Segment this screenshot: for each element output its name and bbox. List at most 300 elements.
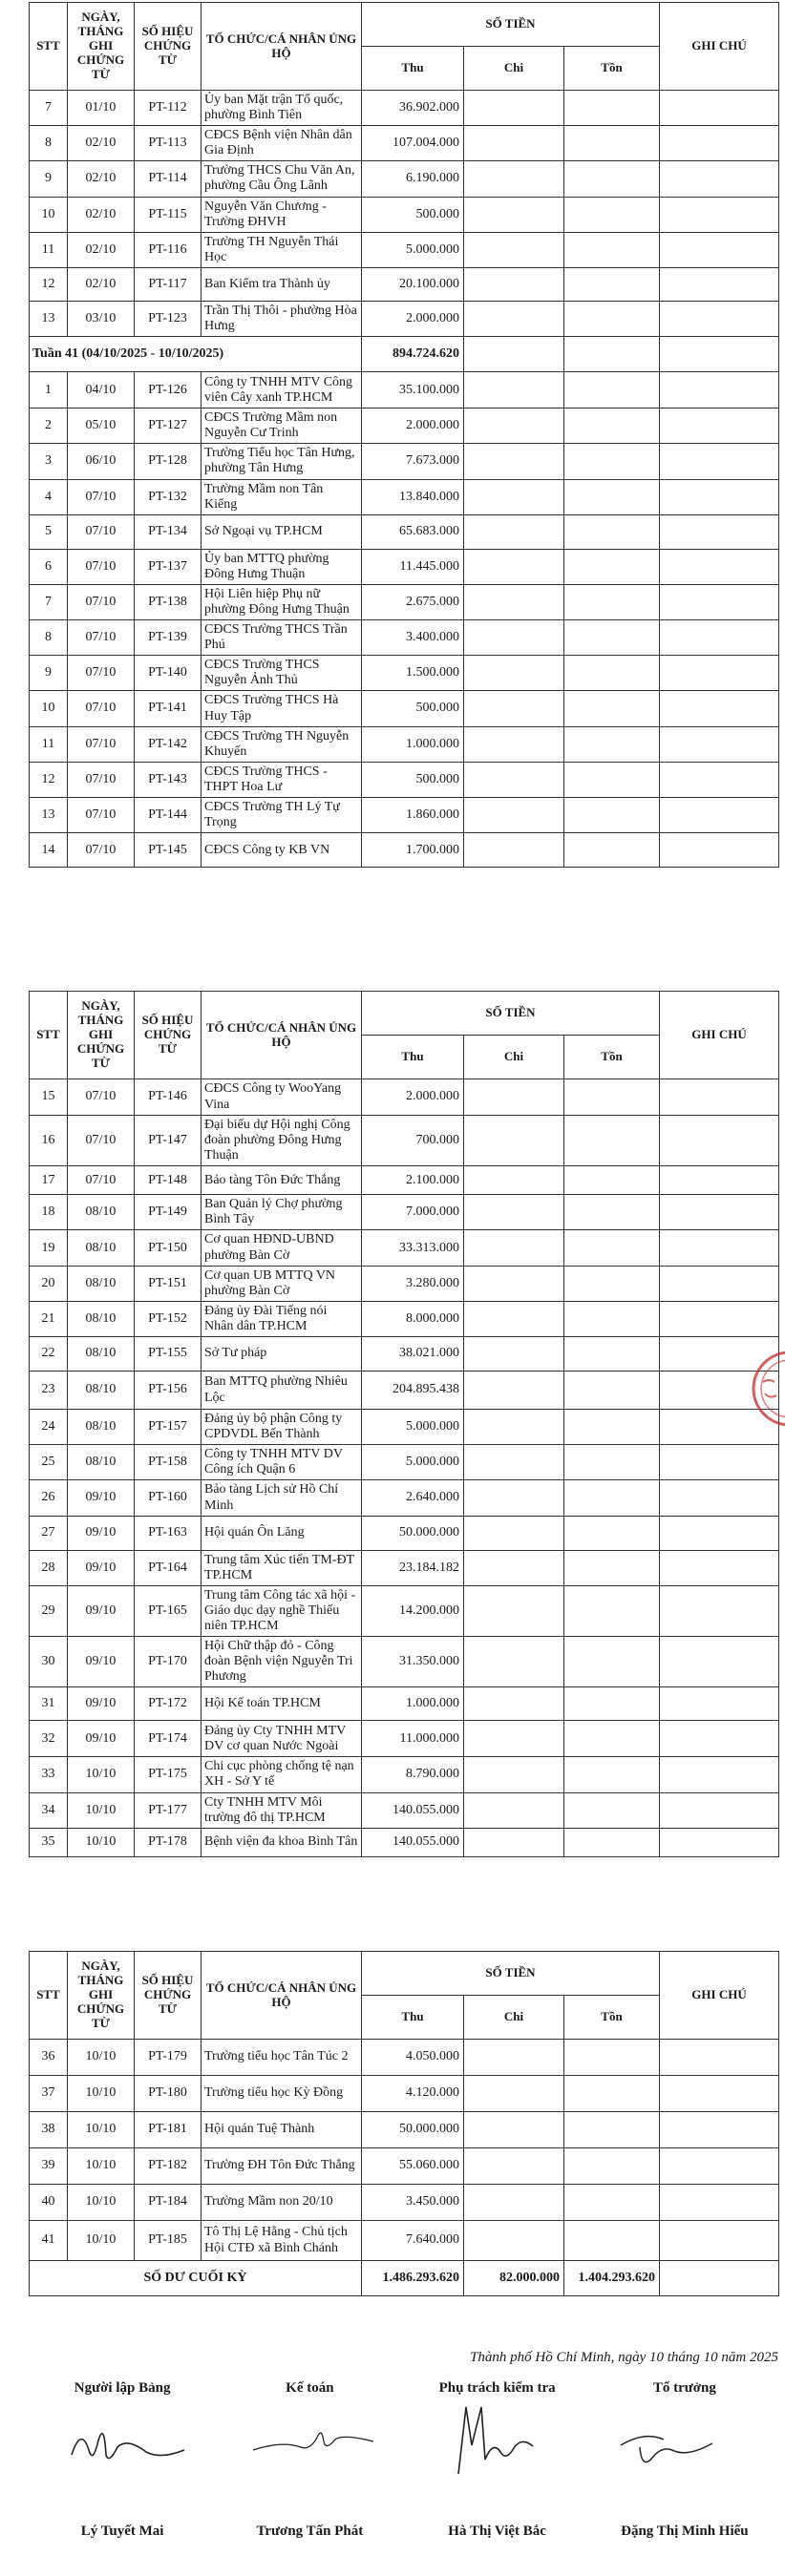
cell-thu: 4.050.000 [362,2040,464,2076]
cell-note [660,798,779,833]
cell-date: 07/10 [68,584,135,619]
cell-ton [564,1757,660,1792]
table-row [30,656,779,691]
cell-org: Bệnh viện đa khoa Bình Tân [202,1828,362,1856]
table-row [30,444,779,479]
cell-stt: 11 [30,726,68,762]
donation-table-part-1 [29,2,779,868]
col-code-header: SỐ HIỆU CHỨNG TỪ [135,992,202,1079]
cell-org: Hội Chữ thập đỏ - Công đoàn Bệnh viện Nguyễn Tri Phương [202,1637,362,1687]
cell-stt: 19 [30,1230,68,1266]
cell-date: 05/10 [68,408,135,444]
cell-ton [564,1480,660,1516]
cell-chi [464,1792,564,1828]
cell-date: 06/10 [68,444,135,479]
cell-org: Sở Tư pháp [202,1337,362,1372]
cell-ton [564,1230,660,1266]
col-note-header: GHI CHÚ [660,1952,779,2040]
cell-thu: 3.400.000 [362,620,464,656]
cell-org: Hội quán Ôn Lăng [202,1516,362,1550]
cell-date: 07/10 [68,762,135,797]
cell-ton [564,1337,660,1372]
cell-chi [464,1585,564,1636]
cell-thu: 7.673.000 [362,444,464,479]
cell-chi [464,1410,564,1445]
cell-chi [464,1637,564,1687]
cell-note [660,620,779,656]
cell-chi [464,232,564,267]
cell-date: 10/10 [68,2221,135,2261]
cell-date: 10/10 [68,2148,135,2185]
table-body [30,1079,779,1857]
cell-stt: 39 [30,2148,68,2185]
cell-stt: 8 [30,126,68,161]
cell-stt: 24 [30,1410,68,1445]
cell-stt: 9 [30,656,68,691]
cell-code: PT-115 [135,197,202,232]
cell-ton [564,2221,660,2261]
table-row [30,1372,779,1410]
cell-code: PT-148 [135,1166,202,1195]
cell-code: PT-179 [135,2040,202,2076]
cell-date: 09/10 [68,1585,135,1636]
cell-date: 07/10 [68,549,135,584]
col-ton-header: Tồn [564,47,660,91]
cell-stt: 27 [30,1516,68,1550]
cell-org: Trường Mầm non 20/10 [202,2185,362,2221]
cell-ton [564,2040,660,2076]
cell-chi [464,1721,564,1757]
cell-chi [464,1372,564,1410]
cell-chi [464,620,564,656]
table-row [30,549,779,584]
cell-chi [464,1445,564,1480]
cell-date: 08/10 [68,1410,135,1445]
cell-chi [464,126,564,161]
name-team-leader: Đặng Thị Minh Hiếu [621,2524,749,2539]
cell-org: Tô Thị Lệ Hằng - Chủ tịch Hội CTĐ xã Bình Chánh [202,2221,362,2261]
cell-ton [564,1301,660,1336]
cell-stt: 10 [30,691,68,726]
signature-block [29,2350,778,2569]
cell-code: PT-174 [135,1721,202,1757]
table-row [30,514,779,549]
cell-note [660,2221,779,2261]
cell-chi [464,2221,564,2261]
table-row [30,1757,779,1792]
cell-chi [464,584,564,619]
cell-stt: 5 [30,514,68,549]
cell-note [660,1116,779,1166]
cell-note [660,2148,779,2185]
cell-code: PT-138 [135,584,202,619]
cell-date: 10/10 [68,2112,135,2148]
table-row [30,584,779,619]
cell-code: PT-146 [135,1079,202,1116]
table-row [30,2112,779,2148]
cell-code: PT-163 [135,1516,202,1550]
cell-ton [564,833,660,868]
cell-code: PT-142 [135,726,202,762]
cell-date: 10/10 [68,2076,135,2112]
col-date-header: NGÀY, THÁNG GHI CHỨNG TỪ [68,1952,135,2040]
cell-chi [464,479,564,514]
cell-chi [464,656,564,691]
cell-org: Đảng ủy Cty TNHH MTV DV cơ quan Nước Ngoài [202,1721,362,1757]
table-row [30,1480,779,1516]
cell-ton [564,267,660,301]
cell-org: Công ty TNHH MTV Công viên Cây xanh TP.HCM [202,372,362,408]
cell-note [660,301,779,336]
table-row [30,620,779,656]
cell-chi [464,197,564,232]
cell-stt: 37 [30,2076,68,2112]
col-stt-header: STT [30,992,68,1079]
cell-org: Trần Thị Thôi - phường Hòa Hưng [202,301,362,336]
cell-thu: 500.000 [362,762,464,797]
cell-note [660,1721,779,1757]
cell-ton [564,1721,660,1757]
cell-chi [464,1116,564,1166]
cell-thu: 5.000.000 [362,1410,464,1445]
cell-ton [564,1585,660,1636]
col-stt-header: STT [30,3,68,91]
col-note-header: GHI CHÚ [660,992,779,1079]
cell-note [660,2040,779,2076]
cell-thu: 8.790.000 [362,1757,464,1792]
col-note-header: GHI CHÚ [660,3,779,91]
cell-thu: 204.895.438 [362,1372,464,1410]
cell-code: PT-157 [135,1410,202,1445]
cell-code: PT-143 [135,762,202,797]
table-row [30,1792,779,1828]
cell-thu: 2.675.000 [362,584,464,619]
closing-thu: 1.486.293.620 [362,2261,464,2296]
cell-date: 08/10 [68,1195,135,1230]
cell-note [660,232,779,267]
table-row [30,479,779,514]
cell-date: 10/10 [68,2040,135,2076]
cell-code: PT-175 [135,1757,202,1792]
cell-org: Bảo tàng Tôn Đức Thắng [202,1166,362,1195]
cell-note [660,408,779,444]
cell-ton [564,1516,660,1550]
cell-date: 09/10 [68,1480,135,1516]
cell-code: PT-123 [135,301,202,336]
cell-code: PT-160 [135,1480,202,1516]
cell-chi [464,2112,564,2148]
cell-ton [564,479,660,514]
cell-org: Trường TH Nguyễn Thái Học [202,232,362,267]
cell-org: Ban MTTQ phường Nhiêu Lộc [202,1372,362,1410]
cell-note [660,1480,779,1516]
cell-stt: 26 [30,1480,68,1516]
table-row [30,833,779,868]
cell-thu: 700.000 [362,1116,464,1166]
col-org-header: TỔ CHỨC/CÁ NHÂN ỦNG HỘ [202,3,362,91]
cell-date: 10/10 [68,2185,135,2221]
cell-date: 08/10 [68,1337,135,1372]
table-row [30,197,779,232]
cell-date: 07/10 [68,1116,135,1166]
cell-date: 07/10 [68,798,135,833]
cell-chi [464,726,564,762]
table-row [30,1637,779,1687]
cell-code: PT-137 [135,549,202,584]
cell-code: PT-151 [135,1266,202,1301]
cell-code: PT-116 [135,232,202,267]
table-row [30,1166,779,1195]
cell-date: 07/10 [68,514,135,549]
cell-note [660,1516,779,1550]
cell-org: Hội quán Tuệ Thành [202,2112,362,2148]
cell-stt: 33 [30,1757,68,1792]
cell-chi [464,1266,564,1301]
cell-chi [464,1757,564,1792]
role-team-leader: Tổ trưởng [652,2380,716,2396]
cell-date: 07/10 [68,479,135,514]
cell-stt: 25 [30,1445,68,1480]
week-label: Tuần 41 (04/10/2025 - 10/10/2025) [30,337,362,372]
cell-date: 10/10 [68,1757,135,1792]
cell-date: 09/10 [68,1721,135,1757]
cell-ton [564,408,660,444]
cell-stt: 10 [30,197,68,232]
cell-chi [464,2148,564,2185]
cell-note [660,1585,779,1636]
donation-table-part-2 [29,991,779,1857]
cell-org: Trường Tiểu học Tân Hưng, phường Tân Hưng [202,444,362,479]
cell-ton [564,161,660,197]
cell-ton [564,126,660,161]
closing-label: SỐ DƯ CUỐI KỲ [30,2261,362,2296]
cell-stt: 17 [30,1166,68,1195]
cell-org: CĐCS Công ty KB VN [202,833,362,868]
cell-code: PT-141 [135,691,202,726]
official-stamp [750,1336,785,1441]
cell-date: 01/10 [68,91,135,126]
cell-chi [464,444,564,479]
cell-stt: 29 [30,1585,68,1636]
cell-stt: 14 [30,833,68,868]
cell-ton [564,1266,660,1301]
cell-stt: 38 [30,2112,68,2148]
cell-org: Hội Kế toán TP.HCM [202,1687,362,1721]
cell-chi [464,2185,564,2221]
closing-ton: 1.404.293.620 [564,2261,660,2296]
cell-chi [464,1828,564,1856]
table-row [30,1828,779,1856]
cell-date: 08/10 [68,1301,135,1336]
cell-chi [464,1195,564,1230]
cell-note [660,584,779,619]
cell-thu: 2.000.000 [362,408,464,444]
cell-org: Trung tâm Công tác xã hội - Giáo dục dạy nghề Thiếu niên TP.HCM [202,1585,362,1636]
cell-org: Ủy ban MTTQ phường Đông Hưng Thuận [202,549,362,584]
table-row [30,1550,779,1585]
cell-code: PT-155 [135,1337,202,1372]
cell-thu: 31.350.000 [362,1637,464,1687]
cell-note [660,833,779,868]
table-row [30,762,779,797]
cell-org: Cơ quan UB MTTQ VN phường Bàn Cờ [202,1266,362,1301]
cell-org: CĐCS Trường TH Lý Tự Trọng [202,798,362,833]
cell-date: 08/10 [68,1372,135,1410]
week-subtotal-row [30,337,779,372]
cell-ton [564,691,660,726]
name-accountant: Trương Tấn Phát [256,2524,364,2539]
cell-date: 07/10 [68,620,135,656]
cell-thu: 2.100.000 [362,1166,464,1195]
cell-ton [564,762,660,797]
cell-note [660,479,779,514]
cell-code: PT-178 [135,1828,202,1856]
cell-chi [464,1516,564,1550]
cell-code: PT-132 [135,479,202,514]
cell-date: 02/10 [68,197,135,232]
cell-org: Ban Kiểm tra Thành ủy [202,267,362,301]
cell-org: CĐCS Trường THCS Nguyễn Ảnh Thủ [202,656,362,691]
cell-stt: 1 [30,372,68,408]
col-ton-header: Tồn [564,1996,660,2040]
cell-date: 02/10 [68,267,135,301]
page-gap [0,1941,785,1951]
cell-stt: 12 [30,267,68,301]
col-code-header: SỐ HIỆU CHỨNG TỪ [135,1952,202,2040]
cell-org: CĐCS Trường THCS Trần Phú [202,620,362,656]
cell-note [660,726,779,762]
cell-ton [564,301,660,336]
cell-thu: 140.055.000 [362,1828,464,1856]
cell-stt: 35 [30,1828,68,1856]
cell-stt: 3 [30,444,68,479]
cell-thu: 11.445.000 [362,549,464,584]
cell-stt: 21 [30,1301,68,1336]
col-amount-header: SỐ TIỀN [362,992,660,1036]
cell-ton [564,2185,660,2221]
cell-thu: 33.313.000 [362,1230,464,1266]
table-row [30,1721,779,1757]
table-row [30,2076,779,2112]
cell-org: Trường THCS Chu Văn An, phường Cầu Ông Lãnh [202,161,362,197]
signature-team-leader [611,2417,726,2483]
cell-date: 07/10 [68,726,135,762]
cell-date: 10/10 [68,1792,135,1828]
cell-ton [564,2112,660,2148]
table-row [30,1445,779,1480]
cell-org: Nguyễn Văn Chương - Trường ĐHVH [202,197,362,232]
cell-chi [464,1550,564,1585]
cell-thu: 1.000.000 [362,726,464,762]
col-code-header: SỐ HIỆU CHỨNG TỪ [135,3,202,91]
cell-stt: 15 [30,1079,68,1116]
cell-ton [564,2076,660,2112]
signature-preparer [67,2417,191,2483]
cell-org: Ban Quản lý Chợ phường Bình Tây [202,1195,362,1230]
table-row [30,267,779,301]
cell-ton [564,232,660,267]
cell-stt: 28 [30,1550,68,1585]
table-row [30,1410,779,1445]
cell-code: PT-134 [135,514,202,549]
cell-stt: 40 [30,2185,68,2221]
cell-code: PT-126 [135,372,202,408]
cell-thu: 36.902.000 [362,91,464,126]
cell-chi [464,691,564,726]
cell-thu: 6.190.000 [362,161,464,197]
cell-ton [564,1116,660,1166]
cell-code: PT-145 [135,833,202,868]
cell-thu: 35.100.000 [362,372,464,408]
cell-date: 10/10 [68,1828,135,1856]
cell-org: Trường Mầm non Tân Kiểng [202,479,362,514]
cell-date: 02/10 [68,161,135,197]
cell-thu: 500.000 [362,197,464,232]
cell-stt: 36 [30,2040,68,2076]
cell-org: Trường ĐH Tôn Đức Thắng [202,2148,362,2185]
table-row [30,798,779,833]
cell-date: 08/10 [68,1445,135,1480]
cell-stt: 13 [30,301,68,336]
cell-org: Trường tiểu học Kỳ Đồng [202,2076,362,2112]
cell-note [660,1792,779,1828]
cell-code: PT-150 [135,1230,202,1266]
cell-note [660,444,779,479]
cell-note [660,197,779,232]
cell-ton [564,1372,660,1410]
cell-org: Đảng ủy Đài Tiếng nói Nhân dân TP.HCM [202,1301,362,1336]
cell-note [660,1195,779,1230]
cell-note [660,1166,779,1195]
cell-ton [564,1550,660,1585]
signer-roles [29,2380,778,2397]
col-stt-header: STT [30,1952,68,2040]
name-preparer: Lý Tuyết Mai [80,2524,164,2539]
table-row [30,408,779,444]
cell-ton [564,444,660,479]
cell-code: PT-117 [135,267,202,301]
cell-code: PT-170 [135,1637,202,1687]
cell-code: PT-113 [135,126,202,161]
cell-chi [464,267,564,301]
cell-date: 07/10 [68,1079,135,1116]
cell-thu: 14.200.000 [362,1585,464,1636]
cell-note [660,161,779,197]
cell-chi [464,1687,564,1721]
cell-note [660,1550,779,1585]
table-row [30,126,779,161]
cell-code: PT-128 [135,444,202,479]
cell-ton [564,2148,660,2185]
cell-note [660,2076,779,2112]
cell-thu: 65.683.000 [362,514,464,549]
cell-stt: 11 [30,232,68,267]
cell-ton [564,91,660,126]
table-row [30,2040,779,2076]
table-row [30,232,779,267]
cell-chi [464,372,564,408]
cell-stt: 34 [30,1792,68,1828]
cell-code: PT-139 [135,620,202,656]
cell-org: Chi cục phòng chống tệ nạn XH - Sở Y tế [202,1757,362,1792]
cell-code: PT-158 [135,1445,202,1480]
col-chi-header: Chi [464,1036,564,1079]
table-row [30,91,779,126]
cell-org: Cty TNHH MTV Môi trường đô thị TP.HCM [202,1792,362,1828]
cell-note [660,1757,779,1792]
cell-stt: 13 [30,798,68,833]
cell-note [660,267,779,301]
